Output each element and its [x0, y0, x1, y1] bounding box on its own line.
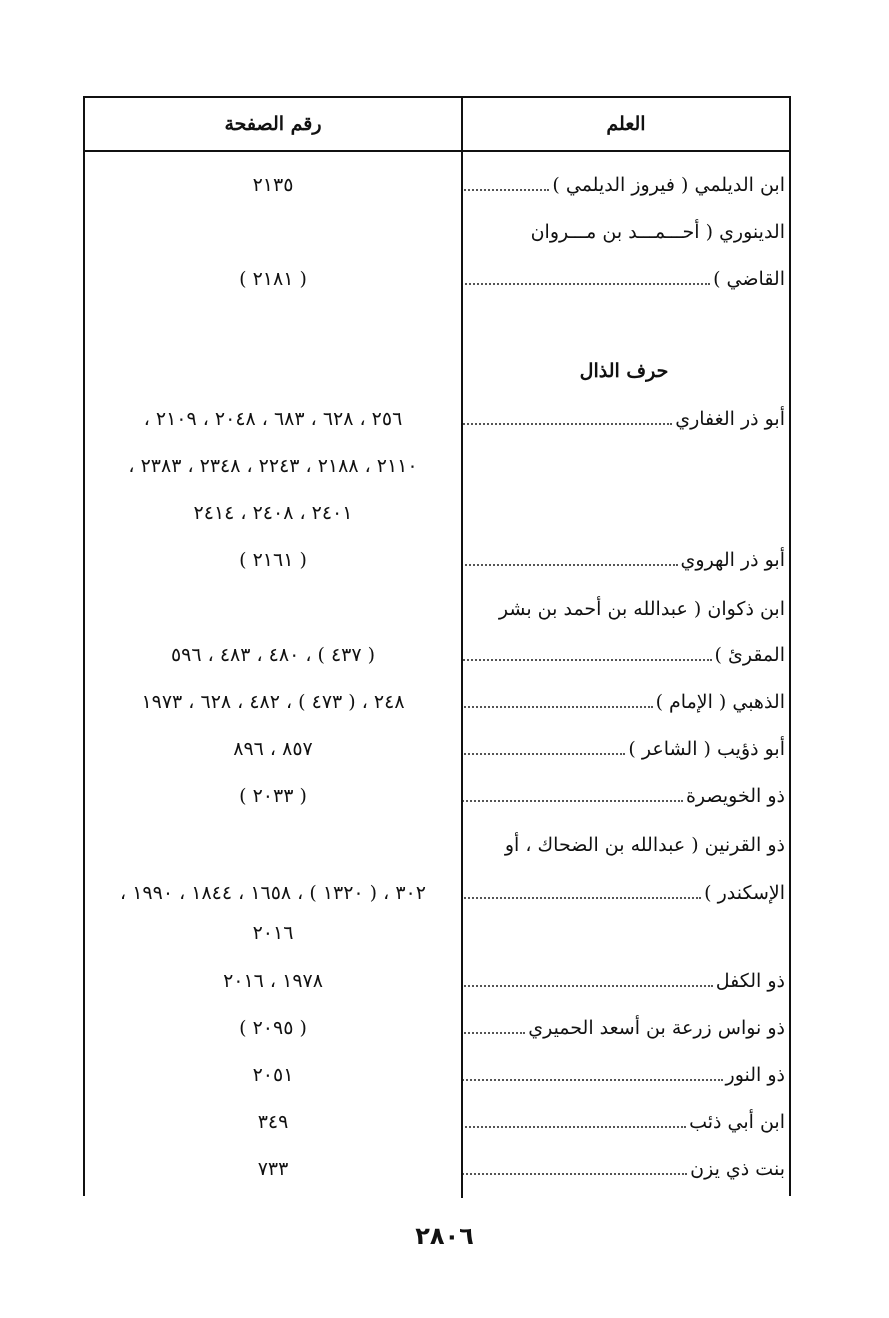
name-text: الذهبي ( الإمام ) [655, 691, 785, 713]
table-row [85, 537, 789, 583]
dot-leader [463, 283, 710, 285]
table-row [85, 256, 789, 302]
page-numbers-cell: ٨٥٧ ، ٨٩٦ [233, 738, 313, 760]
table-row [85, 822, 789, 868]
name-cell [463, 537, 785, 583]
page-numbers-cell: ٧٣٣ [257, 1158, 289, 1180]
page-number: ٢٨٠٦ [415, 1222, 474, 1250]
name-text: أبو ذر الغفاري [675, 408, 785, 430]
name-text: ذو نواس زرعة بن أسعد الحميري [528, 1017, 785, 1039]
dot-leader [463, 753, 625, 755]
name-text: الإسكندر ) [704, 882, 785, 904]
name-cell [463, 1005, 785, 1051]
dot-leader [463, 800, 683, 802]
table-row [85, 209, 789, 255]
name-cell [463, 773, 785, 819]
name-text: ذو الكفل [715, 970, 785, 992]
name-text: حرف الذال [579, 360, 669, 382]
section-heading-row [85, 348, 789, 394]
page-numbers-cell: ٢١٣٥ [252, 174, 294, 196]
page-numbers-cell: ٣٤٩ [257, 1111, 289, 1133]
dot-leader [463, 1032, 525, 1034]
name-text: ذو النور [725, 1064, 785, 1086]
name-cell [463, 726, 785, 772]
page-numbers-cell: ٢٠١٦ [252, 922, 294, 944]
dot-leader [463, 1126, 686, 1128]
name-text: الدينوري ( أحـــمـــد بن مـــروان [530, 221, 785, 243]
page-numbers-cell: ( ٢٠٩٥ ) [239, 1017, 307, 1039]
name-cell [463, 1146, 785, 1192]
name-text: ابن أبي ذئب [689, 1111, 785, 1133]
name-text: المقرئ ) [714, 644, 785, 666]
table-row [85, 443, 789, 489]
name-cell [463, 209, 785, 255]
name-cell [463, 586, 785, 632]
section-heading [463, 348, 785, 394]
name-cell [463, 679, 785, 725]
dot-leader [463, 985, 713, 987]
name-text: ابن الديلمي ( فيروز الديلمي ) [552, 174, 785, 196]
name-cell [463, 632, 785, 678]
table-row [85, 726, 789, 772]
page-numbers-cell: ( ٢١٨١ ) [239, 268, 307, 290]
table-row [85, 396, 789, 442]
table-row [85, 679, 789, 725]
name-cell [463, 958, 785, 1004]
table-row [85, 490, 789, 536]
table-row [85, 1146, 789, 1192]
table-row [85, 1099, 789, 1145]
name-cell [463, 1099, 785, 1145]
name-cell [463, 396, 785, 442]
name-text: أبو ذؤيب ( الشاعر ) [628, 738, 785, 760]
name-cell [463, 256, 785, 302]
name-text: أبو ذر الهروي [680, 549, 785, 571]
name-cell [463, 162, 785, 208]
page-numbers-cell: ٢٥٦ ، ٦٢٨ ، ٦٨٣ ، ٢٠٤٨ ، ٢١٠٩ ، [143, 408, 403, 430]
table-row [85, 162, 789, 208]
name-text: بنت ذي يزن [690, 1158, 785, 1180]
page-numbers-cell: ٢٤٠١ ، ٢٤٠٨ ، ٢٤١٤ [193, 502, 353, 524]
name-text: ذو الخويصرة [685, 785, 785, 807]
table-row [85, 773, 789, 819]
dot-leader [463, 1173, 687, 1175]
page-numbers-cell: ٢١١٠ ، ٢١٨٨ ، ٢٢٤٣ ، ٢٣٤٨ ، ٢٣٨٣ ، [128, 455, 418, 477]
table-row [85, 632, 789, 678]
table-row [85, 1005, 789, 1051]
header-page-number: رقم الصفحة [224, 113, 322, 135]
name-text: ذو القرنين ( عبدالله بن الضحاك ، أو [504, 834, 785, 856]
dot-leader [463, 659, 712, 661]
name-cell [463, 822, 785, 868]
page-numbers-cell: ( ٢١٦١ ) [239, 549, 307, 571]
page-numbers-cell: ١٩٧٨ ، ٢٠١٦ [223, 970, 323, 992]
dot-leader [463, 897, 701, 899]
dot-leader [463, 564, 678, 566]
dot-leader [463, 423, 672, 425]
table-header [85, 98, 789, 152]
page-numbers-cell: ٣٠٢ ، ( ١٣٢٠ ) ، ١٦٥٨ ، ١٨٤٤ ، ١٩٩٠ ، [120, 882, 426, 904]
name-text: ابن ذكوان ( عبدالله بن أحمد بن بشر [498, 598, 785, 620]
name-cell [463, 1052, 785, 1098]
page-numbers-cell: ٢٠٥١ [252, 1064, 294, 1086]
dot-leader [463, 1079, 723, 1081]
page-numbers-cell: ٢٤٨ ، ( ٤٧٣ ) ، ٤٨٢ ، ٦٢٨ ، ١٩٧٣ [141, 691, 405, 713]
table-row [85, 1052, 789, 1098]
page-numbers-cell: ( ٢٠٣٣ ) [239, 785, 307, 807]
name-text: القاضي ) [713, 268, 785, 290]
table-row [85, 958, 789, 1004]
table-row [85, 910, 789, 956]
page-numbers-cell: ( ٤٣٧ ) ، ٤٨٠ ، ٤٨٣ ، ٥٩٦ [170, 644, 376, 666]
dot-leader [463, 189, 549, 191]
header-name: العلم [606, 113, 646, 135]
dot-leader [463, 706, 653, 708]
table-row [85, 586, 789, 632]
index-table [83, 96, 791, 1196]
